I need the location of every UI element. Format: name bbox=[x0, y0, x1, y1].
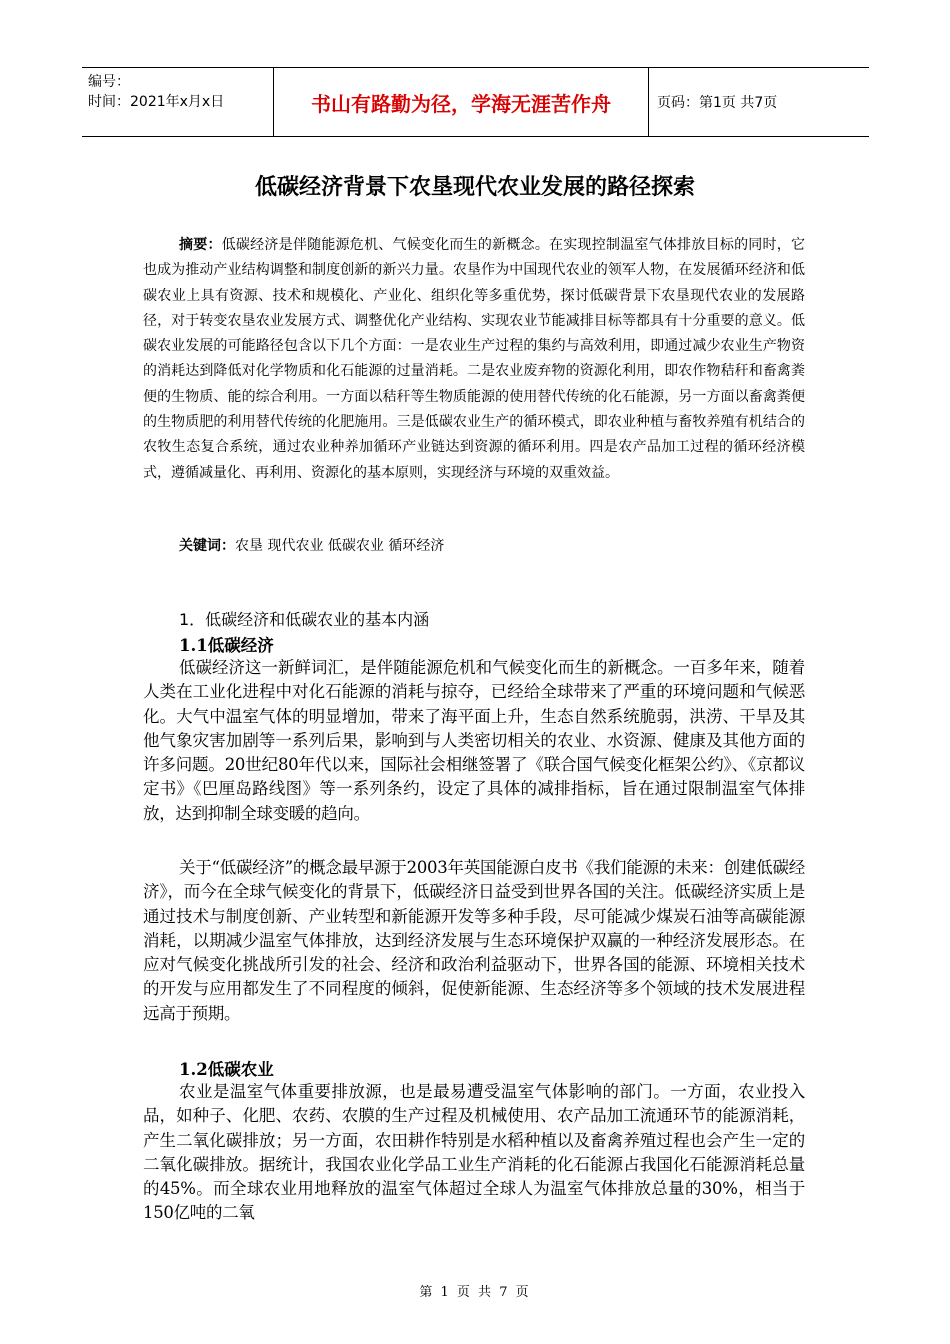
keywords-label: 关键词： bbox=[179, 538, 235, 554]
page-footer: 第 1 页 共 7 页 bbox=[419, 1285, 531, 1300]
keywords-text: 农垦 现代农业 低碳农业 循环经济 bbox=[235, 538, 445, 554]
document-title: 低碳经济背景下农垦现代农业发展的路径探索 bbox=[254, 175, 695, 200]
paragraph: 农业是温室气体重要排放源，也是最易遭受温室气体影响的部门。一方面，农业投入品，如种子、化肥、农药、农膜的生产过程及机械使用、农产品加工流通环节的能源消耗，产生二氧化碳排放；另一方面，农田耕作特别是水稻种植以及畜禽养殖过程也会产生一定的二氧化碳排放。据统计，我国农业化学品工业生产消耗的化石能源占我国化石能源消耗总量的45%。而全球农业用地释放的温室气体超过全球人为温室气体排放总量的30%，相当于150亿吨的二氧 bbox=[143, 1082, 805, 1223]
header-page-info: 页码：第1页 共7页 bbox=[657, 95, 778, 111]
number-label: 编号： bbox=[88, 74, 130, 90]
abstract-label: 摘要： bbox=[179, 237, 222, 253]
abstract-text: 低碳经济是伴随能源危机、气候变化而生的新概念。在实现控制温室气体排放目标的同时，它也成为推动产业结构调整和制度创新的新兴力量。农垦作为中国现代农业的领军人物，在发展循环经济和低碳农业上具有资源、技术和规模化、产业化、组织化等多重优势，探讨低碳背景下农垦现代农业的发展路径，对于转变农垦农业发展方式、调整优化产业结构、实现农业节能减排目标等都具有十分重要的意义。低碳农业发展的可能路径包含以下几个方面：一是农业生产过程的集约与高效利用，即通过减少农业生产物资的消耗达到降低对化学物质和化石能源的过量消耗。二是农业废弃物的资源化利用，即农作物秸秆和畜禽粪便的生物质、能的综合利用。一方面以秸秆等生物质能源的使用替代传统的化石能源，另一方面以畜禽粪便的生物质肥的利用替代传统的化肥施用。三是低碳农业生产的循环模式，即农业种植与畜牧养殖有机结合的农牧生态复合系统，通过农业种养加循环产业链达到资源的循环利用。四是农产品加工过程的循环经济模式，遵循减量化、再利用、资源化的基本原则，实现经济与环境的双重效益。 bbox=[143, 237, 806, 481]
time-label: 时间：2021年x月x日 bbox=[88, 94, 225, 110]
abstract bbox=[143, 233, 805, 486]
subsection-heading-1-2: 1.2低碳农业 bbox=[179, 1060, 274, 1079]
header-motto: 书山有路勤为径，学海无涯苦作舟 bbox=[274, 68, 649, 136]
section-heading: 1．低碳经济和低碳农业的基本内涵 bbox=[179, 610, 430, 629]
paragraph: 关于“低碳经济”的概念最早源于2003年英国能源白皮书《我们能源的未来：创建低碳经济》，而今在全球气候变化的背景下，低碳经济日益受到世界各国的关注。低碳经济实质上是通过技术与制度创新、产业转型和新能源开发等多种手段，尽可能减少煤炭石油等高碳能源消耗，以期减少温室气体排放，达到经济发展与生态环境保护双赢的一种经济发展形态。在应对气候变化挑战所引发的社会、经济和政治利益驱动下，世界各国的能源、环境相关技术的开发与应用都发生了不同程度的倾斜，促使新能源、生态经济等多个领域的技术发展进程远高于预期。 bbox=[143, 858, 805, 1023]
subsection-heading-1-1: 1.1低碳经济 bbox=[179, 636, 274, 655]
paragraph: 低碳经济这一新鲜词汇，是伴随能源危机和气候变化而生的新概念。一百多年来，随着人类在工业化进程中对化石能源的消耗与掠夺，已经给全球带来了严重的环境问题和气候恶化。大气中温室气体的明显增加，带来了海平面上升，生态自然系统脆弱，洪涝、干旱及其他气象灾害加剧等一系列后果，影响到与人类密切相关的农业、水资源、健康及其他方面的许多问题。20世纪80年代以来，国际社会相继签署了《联合国气候变化框架公约》、《京都议定书》《巴厘岛路线图》等一系列条约，设定了具体的减排指标，旨在通过限制温室气体排放，达到抑制全球变暖的趋向。 bbox=[143, 658, 805, 823]
keywords bbox=[179, 535, 444, 555]
page-header bbox=[82, 67, 869, 137]
header-meta bbox=[82, 68, 274, 136]
